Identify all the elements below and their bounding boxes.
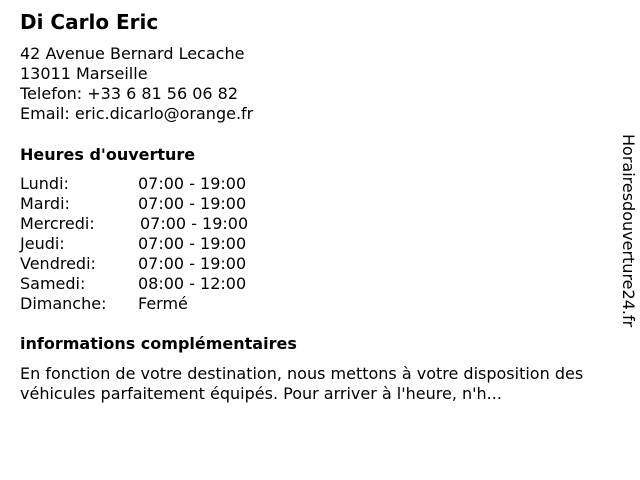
hours-row-tuesday [20,194,320,214]
hours-day: Lundi: [20,174,69,193]
email-line: Email: eric.dicarlo@orange.fr [20,104,254,123]
info-line: véhicules parfaitement équipés. Pour arriver à l'heure, n'h... [20,384,502,403]
hours-day: Jeudi: [20,234,65,253]
address-street: 42 Avenue Bernard Lecache [20,44,245,63]
site-watermark [612,134,638,346]
hours-day: Samedi: [20,274,86,293]
hours-row-thursday [20,234,320,254]
hours-time: 07:00 - 19:00 [138,174,247,193]
hours-time: 07:00 - 19:00 [138,234,247,253]
hours-time: 07:00 - 19:00 [138,194,247,213]
hours-heading: Heures d'ouverture [20,145,196,164]
hours-time: 07:00 - 19:00 [140,214,249,233]
info-heading: informations complémentaires [20,334,297,353]
site-watermark-text: Horairesdouverture24.fr [619,134,638,328]
hours-day: Vendredi: [20,254,96,273]
hours-row-friday [20,254,320,274]
hours-time: 07:00 - 19:00 [138,254,247,273]
hours-time: Fermé [138,294,188,313]
info-description [20,364,636,404]
hours-row-saturday [20,274,320,294]
hours-row-wednesday [20,214,320,234]
address-city: 13011 Marseille [20,64,148,83]
hours-day: Mardi: [20,194,70,213]
hours-row-monday [20,174,320,194]
hours-day: Dimanche: [20,294,107,313]
hours-time: 08:00 - 12:00 [138,274,247,293]
business-name: Di Carlo Eric [20,10,159,34]
contact-block [20,44,253,124]
hours-row-sunday [20,294,320,314]
hours-day: Mercredi: [20,214,95,233]
info-line: En fonction de votre destination, nous mettons à votre disposition des [20,364,584,383]
phone-line: Telefon: +33 6 81 56 06 82 [20,84,239,103]
opening-hours-table [20,174,320,314]
